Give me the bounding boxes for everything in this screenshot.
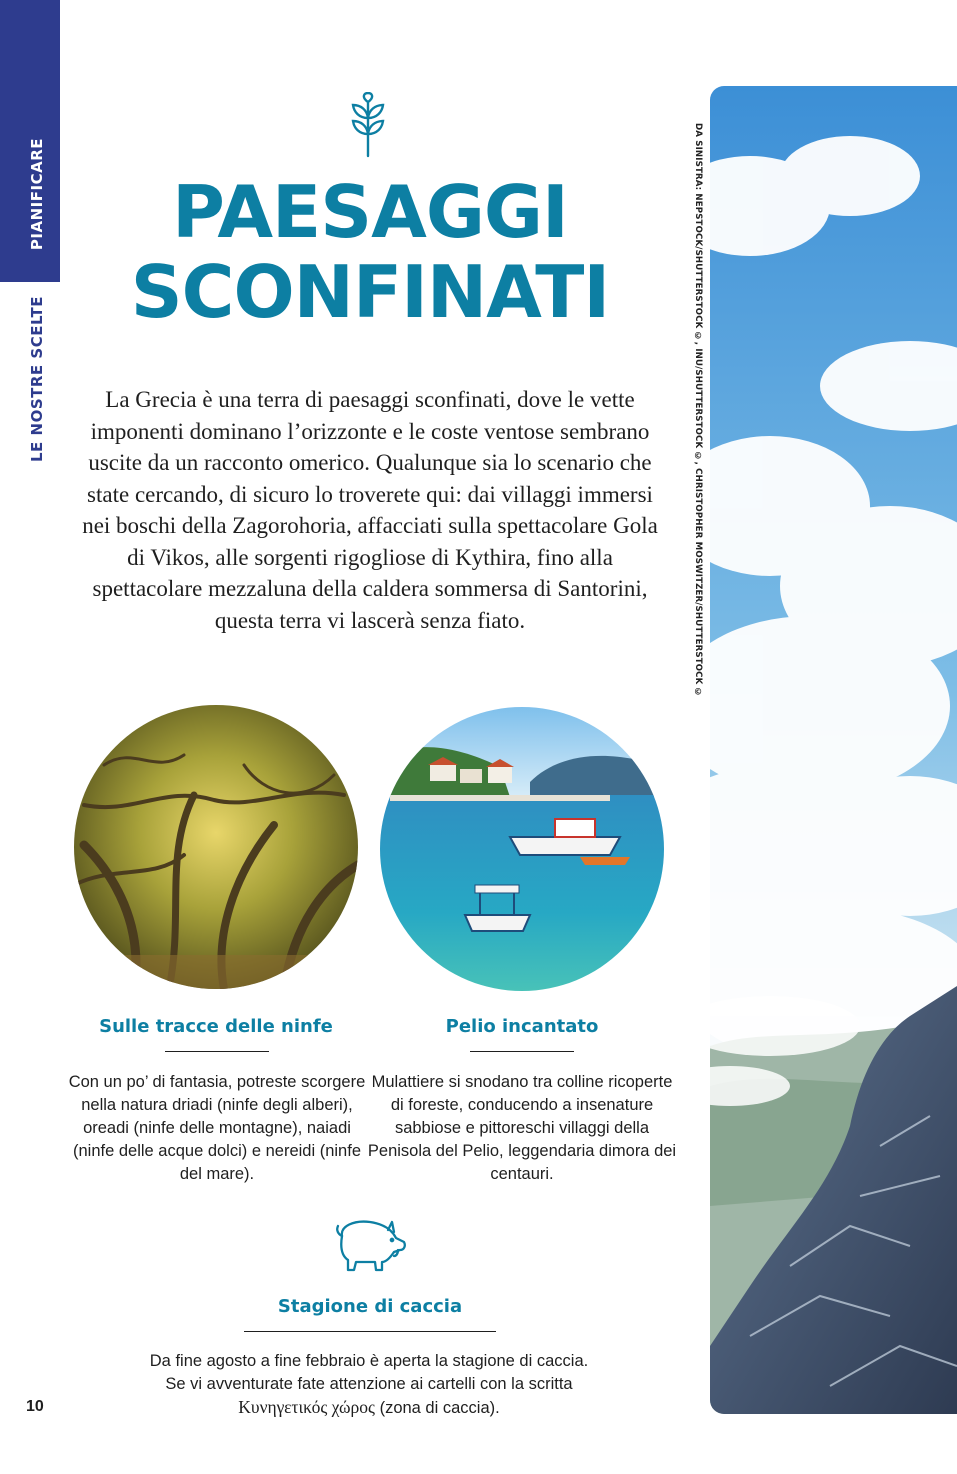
page-title-line2: SCONFINATI [130, 250, 610, 334]
feature-text-nymphs: Con un po’ di fantasia, potreste scorgere nella natura driadi (ninfe degli alberi), oreadi (ninfe delle montagne), naiadi (ninfe delle acque dolci) e nereidi (ninfe del mare). [68, 1073, 366, 1183]
hunting-text-part2: (zona di caccia). [374, 1399, 500, 1417]
boar-icon [332, 1214, 408, 1272]
page-number: 10 [26, 1398, 44, 1415]
hunting-divider [244, 1331, 496, 1332]
section-name-label: LE NOSTRE SCELTE [28, 296, 46, 462]
section-tab-label: PIANIFICARE [28, 138, 46, 251]
hunting-text [146, 1350, 592, 1420]
sprig-icon [348, 92, 388, 158]
forest-photo [74, 705, 358, 989]
intro-paragraph: La Grecia è una terra di paesaggi sconfinati, dove le vette imponenti dominano l’orizzonte e le coste ventose sembrano uscite da un racconto omerico. Qualunque sia lo scenario che state cercando, di sicuro lo troverete qui: dai villaggi immersi nei boschi della Zagorohoria, affacciati sulla spettacolare Gola di Vikos, alle sorgenti rigogliose di Kythira, fino alla spettacolare mezzaluna della caldera sommersa di Santorini, questa terra vi lascerà senza fiato. [82, 387, 658, 633]
feature-divider-pelion [470, 1051, 574, 1052]
photo-credit: DA SINISTRA: NEPSTOCK/SHUTTERSTOCK ©, INU/SHUTTERSTOCK ©, CHRISTOPHER MOSWITZER/SHUTTERSTOCK © [693, 123, 703, 698]
hunting-greek-sign: Κυνηγετικός χώρος [238, 1397, 375, 1417]
hunting-text-part1: Da fine agosto a fine febbraio è aperta la stagione di caccia. Se vi avventurate fate attenzione ai cartelli con la scritta [149, 1352, 589, 1393]
feature-divider-nymphs [165, 1051, 269, 1052]
hunting-title: Stagione di caccia [277, 1296, 463, 1317]
harbour-photo [380, 707, 664, 991]
feature-title-pelion: Pelio incantato [445, 1016, 599, 1037]
feature-title-nymphs: Sulle tracce delle ninfe [99, 1016, 333, 1037]
mountain-photo [710, 86, 957, 1414]
page-title [70, 172, 670, 332]
feature-text-pelion: Mulattiere si snodano tra colline ricoperte di foreste, conducendo a insenature sabbiose e pittoreschi villaggi della Penisola del Pelio, leggendaria dimora dei centauri. [367, 1073, 677, 1183]
page-title-line1: PAESAGGI [172, 170, 568, 254]
